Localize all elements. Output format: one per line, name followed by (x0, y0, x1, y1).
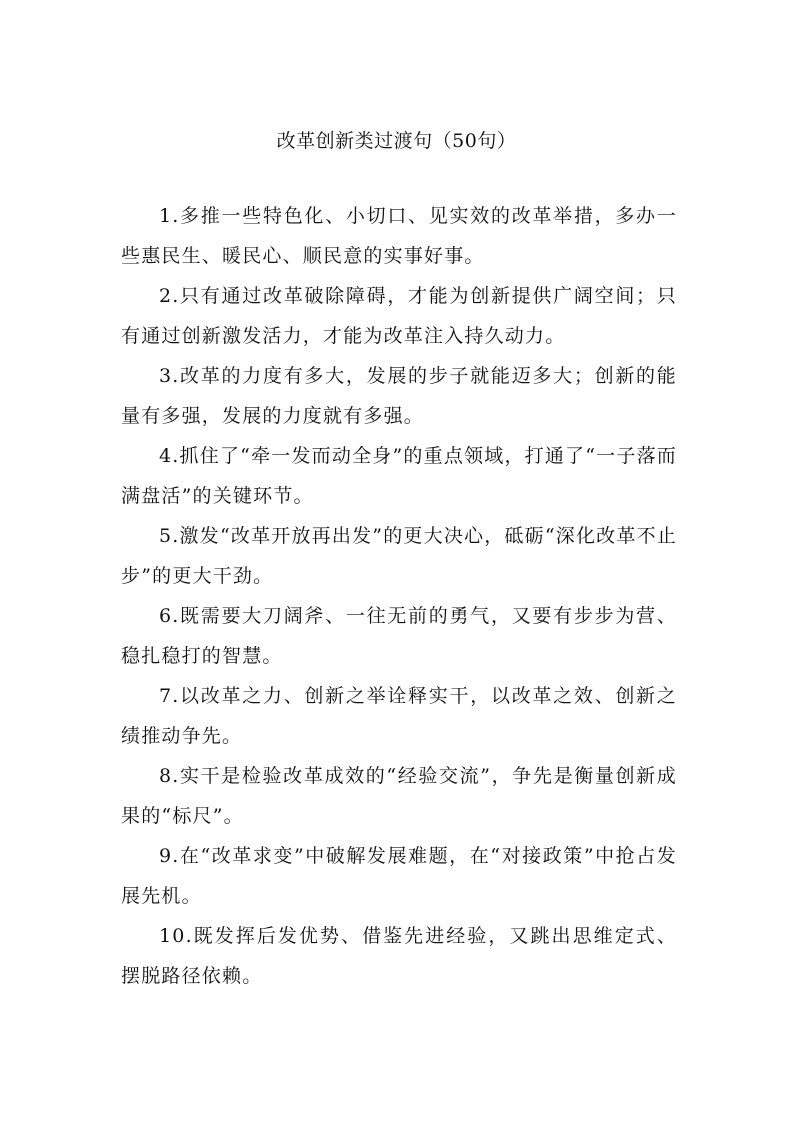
paragraph-5: 5.激发“改革开放再出发”的更大决心，砥砺“深化改革不止步”的更大干劲。 (121, 525, 677, 587)
document-title: 改革创新类过渡句（50句） (276, 130, 517, 152)
paragraph-3: 3.改革的力度有多大，发展的步子就能迈多大；创新的能量有多强，发展的力度就有多强。 (121, 365, 677, 427)
paragraph-9: 9.在“改革求变”中破解发展难题，在“对接政策”中抢占发展先机。 (121, 845, 677, 907)
paragraph-1: 1.多推一些特色化、小切口、见实效的改革举措，多办一些惠民生、暖民心、顺民意的实事好事。 (121, 205, 677, 267)
paragraph-8: 8.实干是检验改革成效的“经验交流”，争先是衡量创新成果的“标尺”。 (121, 765, 677, 827)
paragraph-6: 6.既需要大刀阔斧、一往无前的勇气，又要有步步为营、稳扎稳打的智慧。 (121, 605, 677, 667)
paragraph-2: 2.只有通过改革破除障碍，才能为创新提供广阔空间；只有通过创新激发活力，才能为改革注入持久动力。 (121, 285, 677, 347)
paragraph-10: 10.既发挥后发优势、借鉴先进经验，又跳出思维定式、摆脱路径依赖。 (121, 925, 677, 987)
paragraph-7: 7.以改革之力、创新之举诠释实干，以改革之效、创新之绩推动争先。 (121, 685, 677, 747)
paragraph-4: 4.抓住了“牵一发而动全身”的重点领域，打通了“一子落而满盘活”的关键环节。 (121, 445, 677, 507)
document-body (121, 196, 677, 996)
